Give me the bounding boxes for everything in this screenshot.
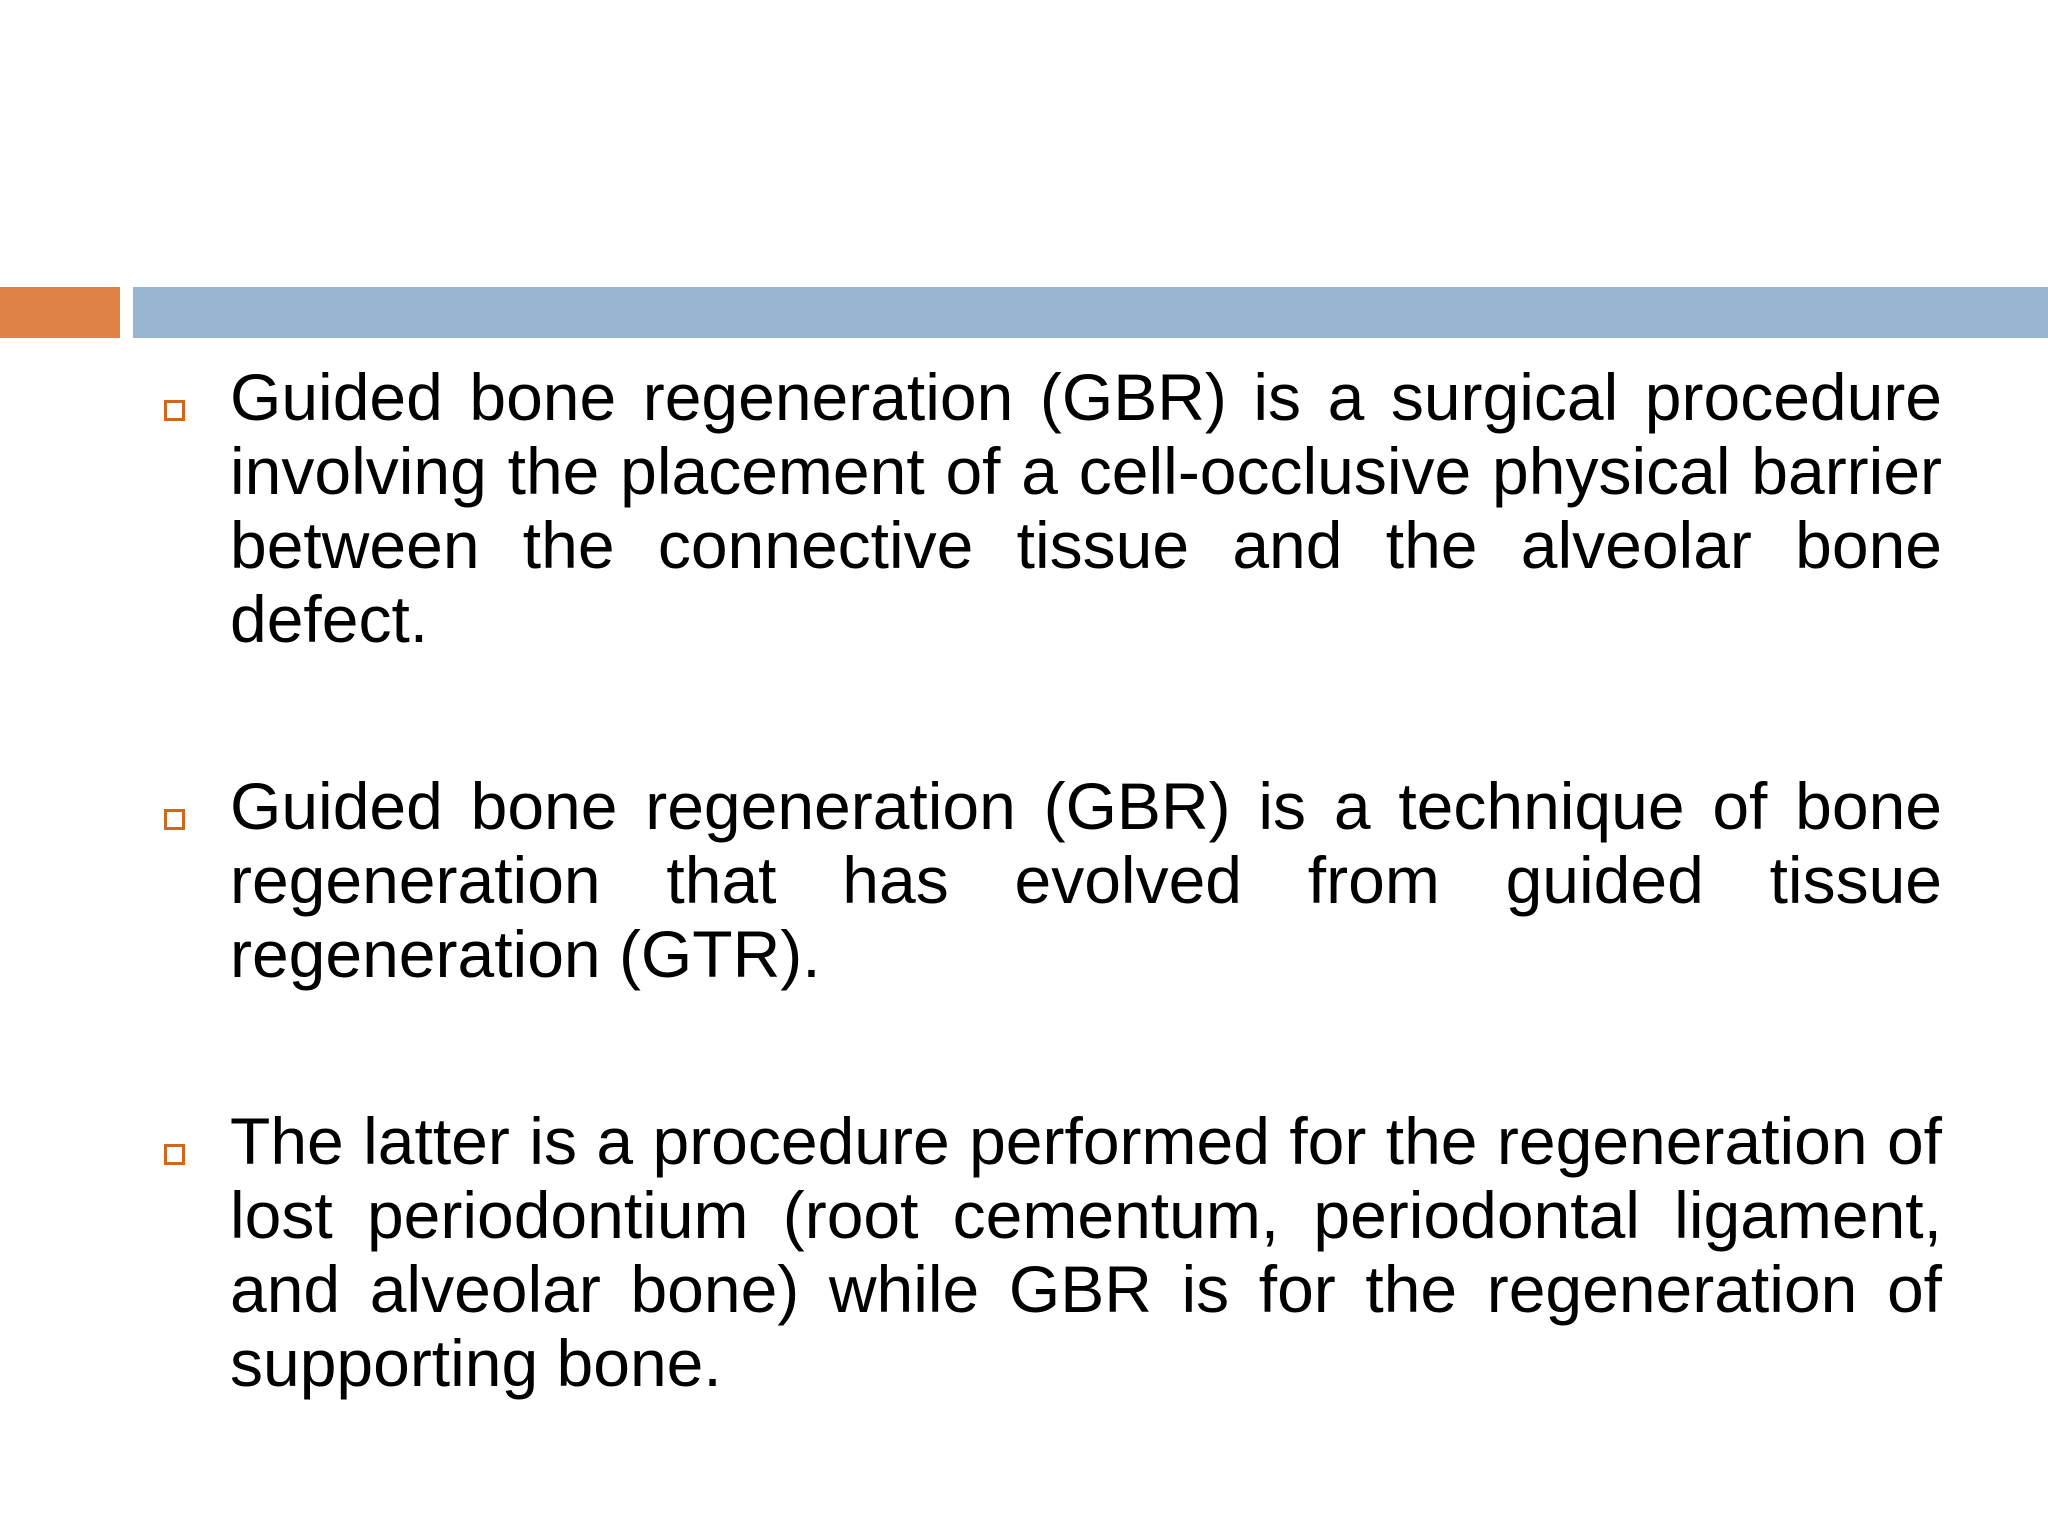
header-divider-bar [133,287,2048,338]
square-bullet-icon [164,400,185,421]
bullet-text: Guided bone regeneration (GBR) is a surgical procedure involving the placement of a cell-occlusive physical barrier between the connective tissue and the alveolar bone defect. [230,360,1942,656]
square-bullet-icon [164,1144,185,1165]
bullet-text: The latter is a procedure performed for the regeneration of lost periodontium (root cementum, periodontal ligament, and alveolar bone) while GBR is for the regeneration of supporting bone. [230,1104,1942,1400]
bullet-item [160,360,1942,656]
bullet-list [160,360,1942,1400]
bullet-item [160,769,1942,991]
square-bullet-icon [164,809,185,830]
header-accent-bar [0,287,120,338]
bullet-item [160,1104,1942,1400]
bullet-text: Guided bone regeneration (GBR) is a technique of bone regeneration that has evolved from guided tissue regeneration (GTR). [230,769,1942,991]
